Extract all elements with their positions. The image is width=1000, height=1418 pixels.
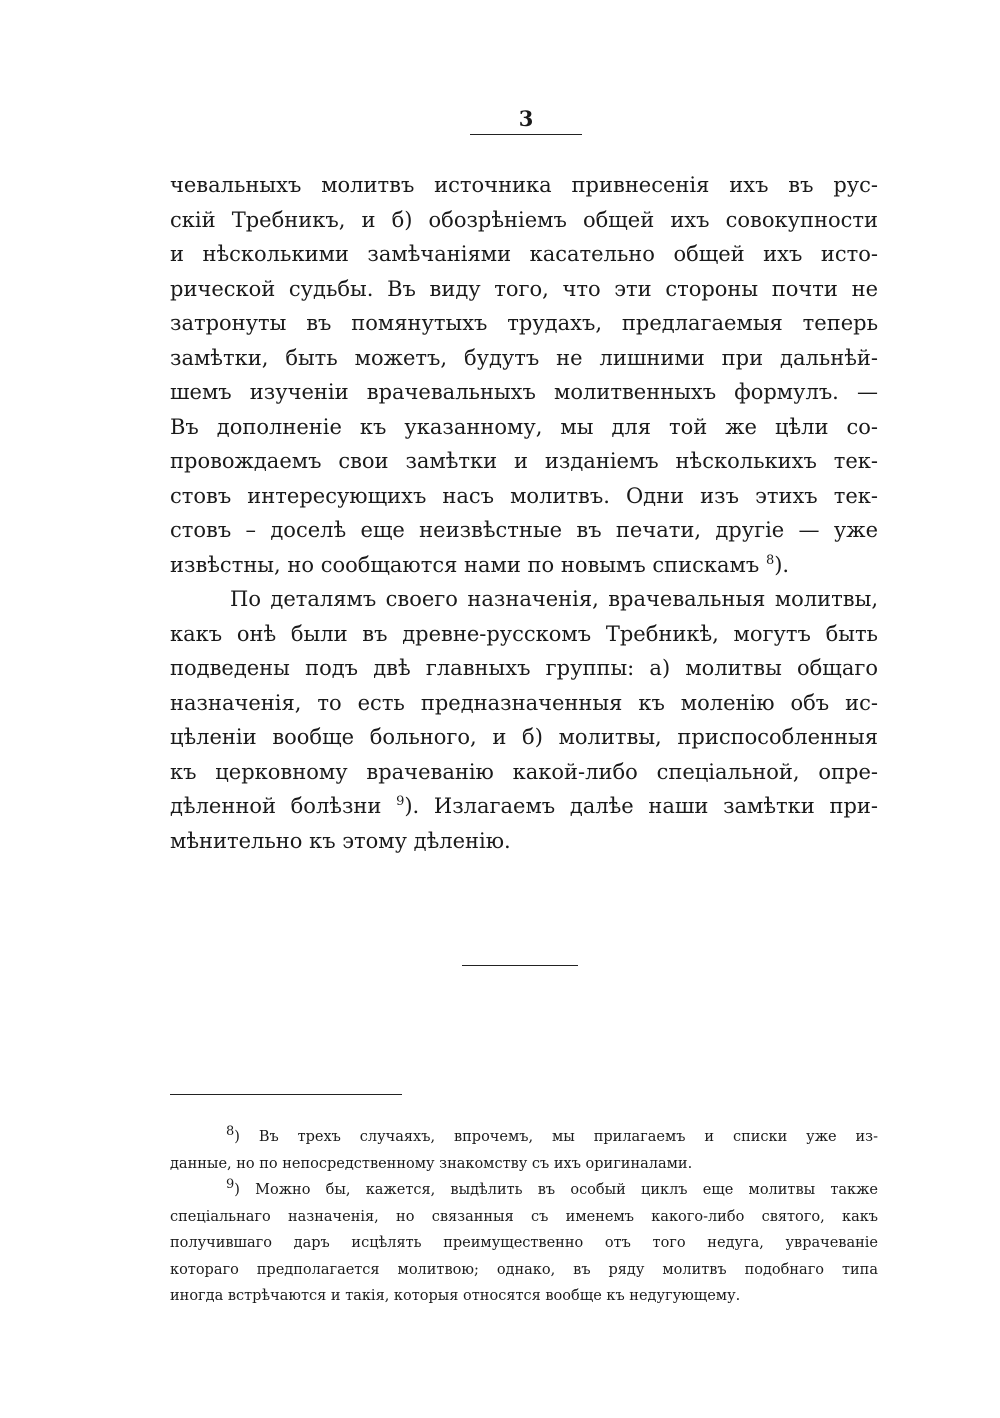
- text-line: По деталямъ своего назначенія, врачевальныя молитвы,: [230, 587, 878, 611]
- text-line: шемъ изученіи врачевальныхъ молитвенныхъ формулъ. —: [170, 380, 878, 404]
- page-number: 3: [518, 106, 534, 131]
- text-line: какъ онѣ были въ древне-русскомъ Требникѣ, могутъ быть: [170, 621, 878, 646]
- text-segment: ).: [774, 552, 790, 577]
- footnote-line: данные, но по непосредственному знакомству съ ихъ оригиналами.: [170, 1155, 693, 1172]
- footnote-marker: 9: [226, 1177, 235, 1193]
- text-line: замѣтки, быть можетъ, будутъ не лишними при дальнѣй-: [170, 345, 878, 370]
- text-line: стовъ – доселѣ еще неизвѣстные въ печати, другіе — уже: [170, 518, 878, 542]
- text-line: чевальныхъ молитвъ источника привнесенія ихъ въ рус-: [170, 173, 878, 197]
- footnotes: [170, 1124, 878, 1310]
- text-line: затронуты въ помянутыхъ трудахъ, предлагаемыя теперь: [170, 311, 878, 335]
- footnote-line: иногда встрѣчаются и такія, которыя относятся вообще къ недугующему.: [170, 1288, 741, 1304]
- text-line: скій Требникъ, и б) обозрѣніемъ общей ихъ совокупности: [170, 207, 878, 232]
- footnote-divider: [170, 1094, 402, 1095]
- text-line: провождаемъ свои замѣтки и изданіемъ нѣсколькихъ тек-: [170, 449, 878, 473]
- footnote-line: [170, 1124, 878, 1151]
- footnote-line: котораго предполагается молитвою; однако, въ ряду молитвъ подобнаго типа: [170, 1261, 878, 1278]
- header-rule: [470, 134, 582, 135]
- text-line: рической судьбы. Въ виду того, что эти стороны почти не: [170, 276, 878, 301]
- footnote-ref: 9: [396, 794, 405, 809]
- text-line: [170, 548, 878, 583]
- text-line: и нѣсколькими замѣчаніями касательно общей ихъ исто-: [170, 242, 878, 266]
- text-line: цѣленіи вообще больного, и б) молитвы, приспособленныя: [170, 725, 878, 749]
- text-line: къ церковному врачеванію какой-либо спеціальной, опре-: [170, 759, 878, 784]
- footnote-line: получившаго даръ исцѣлять преимущественно отъ того недуга, уврачеваніе: [170, 1235, 878, 1251]
- text-segment: ) Можно бы, кажется, выдѣлить въ особый циклъ еще молитвы также: [234, 1182, 878, 1198]
- footnote-line: [170, 1177, 878, 1204]
- body-text: [170, 168, 878, 858]
- text-line: мѣнительно къ этому дѣленію.: [170, 828, 511, 853]
- text-line: [170, 789, 878, 824]
- section-divider: [462, 965, 578, 966]
- footnote-line: спеціальнаго назначенія, но связанныя съ именемъ какого-либо святого, какъ: [170, 1208, 878, 1225]
- text-line: стовъ интересующихъ насъ молитвъ. Одни изъ этихъ тек-: [170, 483, 878, 508]
- text-line: подведены подъ двѣ главныхъ группы: а) молитвы общаго: [170, 656, 878, 680]
- footnote-marker: 8: [226, 1124, 235, 1140]
- text-line: Въ дополненіе къ указанному, мы для той же цѣли со-: [170, 414, 878, 439]
- text-segment: ) Въ трехъ случаяхъ, впрочемъ, мы прилагаемъ и списки уже из-: [234, 1129, 878, 1145]
- text-segment: дѣленной болѣзни: [170, 794, 382, 818]
- footnote-ref: 8: [765, 552, 775, 568]
- text-segment: ). Излагаемъ далѣе наши замѣтки при-: [404, 794, 878, 818]
- text-line: назначенія, то есть предназначенныя къ моленію объ ис-: [170, 690, 878, 715]
- text-segment: извѣстны, но сообщаются нами по новымъ спискамъ: [170, 552, 760, 577]
